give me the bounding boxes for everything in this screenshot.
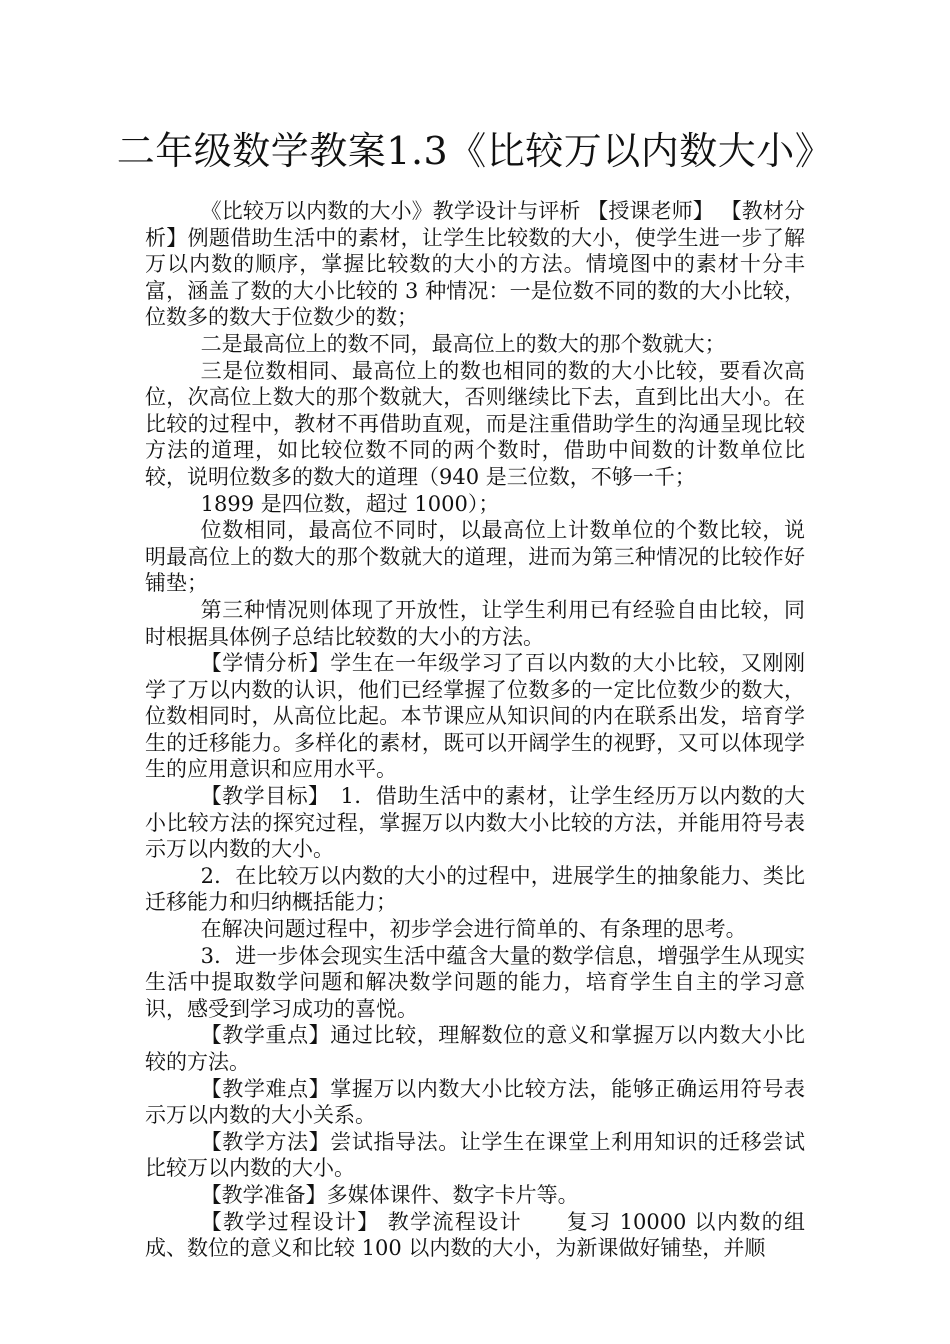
paragraph-method: 【教学方法】尝试指导法。让学生在课堂上利用知识的迁移尝试比较万以内数的大小。 bbox=[145, 1129, 805, 1181]
paragraph-case-two: 二是最高位上的数不同，最高位上的数大的那个数就大； bbox=[200, 331, 726, 356]
paragraph-preparation: 【教学准备】多媒体课件、数字卡片等。 bbox=[200, 1182, 579, 1207]
paragraph-difficulty: 【教学难点】掌握万以内数大小比较方法，能够正确运用符号表示万以内数的大小关系。 bbox=[145, 1076, 805, 1128]
paragraph-key-point: 【教学重点】通过比较，理解数位的意义和掌握万以内数大小比较的方法。 bbox=[145, 1023, 805, 1074]
paragraph-objective-1: 【教学目标】 1．借助生活中的素材，让学生经历万以内数的大小比较方法的探究过程，掌握万以内数大小比较的方法，并能用符号表示万以内数的大小。 bbox=[145, 784, 805, 862]
paragraph-objective-3: 3．进一步体会现实生活中蕴含大量的数学信息，增强学生从现实生活中提取数学问题和解决数学问题的能力，培育学生自主的学习意识，感受到学习成功的喜悦。 bbox=[145, 943, 805, 1021]
paragraph-objective-2: 2．在比较万以内数的大小的过程中，进展学生的抽象能力、类比迁移能力和归纳概括能力； bbox=[145, 863, 805, 915]
document-title: 二年级数学教案1.3《比较万以内数大小》 bbox=[116, 129, 834, 173]
paragraph-problem-solving: 在解决问题过程中，初步学会进行简单的、有条理的思考。 bbox=[200, 917, 747, 942]
paragraph-intro: 《比较万以内数的大小》教学设计与评析 【授课老师】 【教材分析】例题借助生活中的素材，让学生比较数的大小，使学生进一步了解万以内数的顺序，掌握比较数的大小的方法。情境图中的素材十分丰富，涵盖了数的大小比较的 3 种情况：一是位数不同的数的大小比较，位数多的数大于位数少的数； bbox=[145, 199, 805, 330]
paragraph-case-three: 三是位数相同、最高位上的数也相同的数的大小比较，要看次高位，次高位上数大的那个数就大，否则继续比下去，直到比出大小。在比较的过程中，教材不再借助直观，而是注重借助学生的沟通呈现比较方法的道理，如比较位数不同的两个数时，借助中间数的计数单位比较，说明位数多的数大的道理（940 是三位数，不够一千； bbox=[145, 358, 805, 489]
paragraph-open-comparison: 第三种情况则体现了开放性，让学生利用已有经验自由比较，同时根据具体例子总结比较数的大小的方法。 bbox=[145, 597, 805, 649]
document-body bbox=[145, 198, 805, 1262]
paragraph-learner-analysis: 【学情分析】学生在一年级学习了百以内数的大小比较，又刚刚学了万以内数的认识，他们已经掌握了位数多的一定比位数少的数大，位数相同时，从高位比起。本节课应从知识间的内在联系出发，培育学生的迁移能力。多样化的素材，既可以开阔学生的视野，又可以体现学生的应用意识和应用水平。 bbox=[145, 651, 805, 782]
paragraph-process-design: 【教学过程设计】 教学流程设计 复习 10000 以内数的组成、数位的意义和比较 100 以内数的大小，为新课做好铺垫，并顺 bbox=[145, 1209, 805, 1261]
paragraph-1899: 1899 是四位数，超过 1000）； bbox=[200, 491, 500, 516]
paragraph-same-digits: 位数相同，最高位不同时，以最高位上计数单位的个数比较，说明最高位上的数大的那个数就大的道理，进而为第三种情况的比较作好铺垫； bbox=[145, 518, 805, 596]
